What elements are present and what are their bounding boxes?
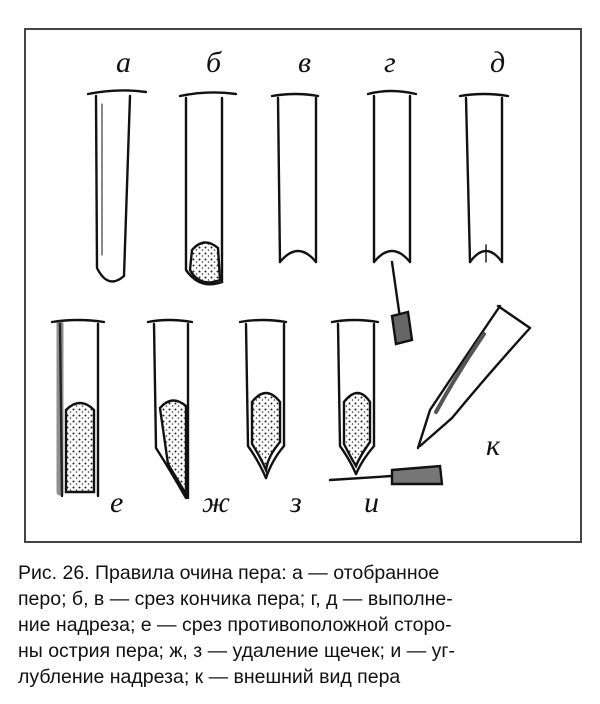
- quill-d: [460, 94, 508, 262]
- caption-line: ние надреза; е — срез противоположной сторо-: [18, 614, 452, 636]
- quill-k: [418, 306, 530, 448]
- label-v: в: [298, 46, 312, 79]
- quill-b: [180, 92, 236, 284]
- quill-zh: [148, 320, 192, 498]
- quill-v: [272, 94, 318, 262]
- figure-caption: [18, 560, 584, 690]
- label-e: е: [110, 486, 124, 519]
- label-g: г: [384, 46, 396, 79]
- caption-line: лубление надреза; к — внешний вид пера: [18, 666, 401, 688]
- quill-e: [52, 320, 104, 496]
- label-a: а: [116, 46, 131, 79]
- quill-a: [88, 90, 146, 281]
- caption-line: Рис. 26. Правила очина пера: а — отобранное: [18, 562, 440, 584]
- label-z: з: [290, 486, 302, 519]
- caption-line: перо; б, в — срез кончика пера; г, д — выполне-: [18, 588, 453, 610]
- label-zh: ж: [202, 486, 230, 519]
- caption-line: ны острия пера; ж, з — удаление щечек; и — уг-: [18, 640, 455, 662]
- label-k: к: [486, 429, 501, 462]
- label-b: б: [206, 46, 222, 79]
- quill-z: [240, 320, 286, 478]
- label-d: д: [490, 46, 506, 79]
- quill-g: [368, 91, 416, 344]
- label-i: и: [364, 486, 379, 519]
- quill-i: [330, 320, 442, 484]
